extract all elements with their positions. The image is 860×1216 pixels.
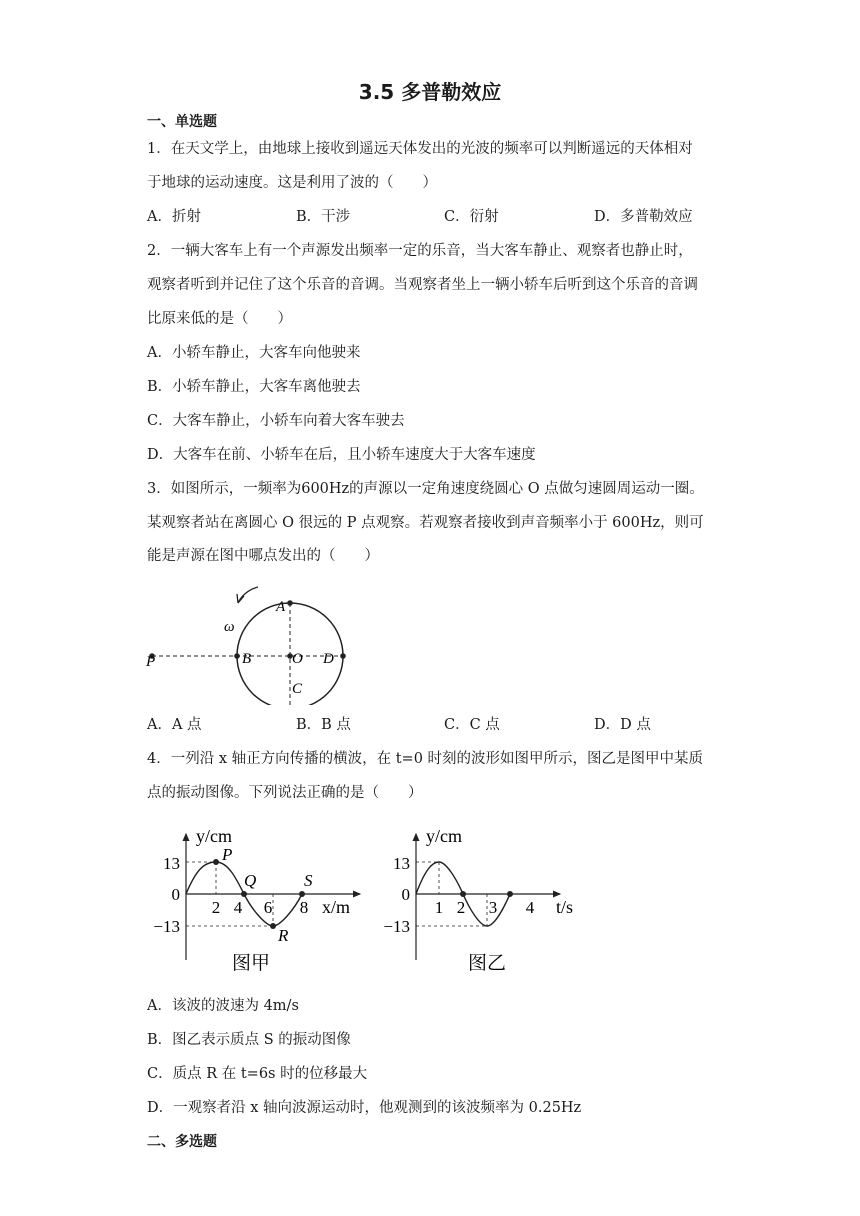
label-c: C bbox=[292, 681, 303, 697]
ttick-1: 1 bbox=[434, 898, 444, 917]
q2-option-d: D．大客车在前、小轿车在后，且小轿车速度大于大客车速度 bbox=[147, 447, 536, 463]
ytick-0: 0 bbox=[171, 885, 180, 904]
label-p: P bbox=[146, 654, 156, 670]
point-a-dot bbox=[287, 600, 293, 606]
label-q: Q bbox=[244, 871, 257, 890]
ytick-neg13: −13 bbox=[383, 917, 410, 936]
wave-graph-jia bbox=[140, 820, 370, 980]
xtick-2: 2 bbox=[211, 898, 221, 917]
circular-motion-diagram bbox=[140, 575, 370, 705]
q4-stem-line1: 4．一列沿 x 轴正方向传播的横波，在 t=0 时刻的波形如图甲所示，图乙是图甲中某质 bbox=[147, 751, 704, 767]
q1-option-c: C．衍射 bbox=[444, 209, 499, 225]
label-r: R bbox=[278, 926, 289, 945]
q4-stem-line2: 点的振动图像。下列说法正确的是（ ） bbox=[147, 785, 423, 801]
ttick-4: 4 bbox=[525, 898, 535, 917]
label-b: B bbox=[242, 651, 252, 667]
q3-stem-line3: 能是声源在图中哪点发出的（ ） bbox=[147, 548, 379, 564]
label-omega: ω bbox=[224, 619, 235, 635]
ytick-neg13: −13 bbox=[153, 917, 180, 936]
q3-option-a: A．A 点 bbox=[147, 717, 202, 733]
q1-stem-line1: 1．在天文学上，由地球上接收到遥远天体发出的光波的频率可以判断遥远的天体相对 bbox=[147, 141, 693, 157]
q2-stem-line2: 观察者听到并记住了这个乐音的音调。当观察者坐上一辆小轿车后听到这个乐音的音调 bbox=[147, 277, 698, 293]
document-title: 3.5 多普勒效应 bbox=[358, 80, 502, 104]
ytick-13: 13 bbox=[163, 854, 180, 873]
q3-stem-line1: 3．如图所示，一频率为600Hz的声源以一定角速度绕圆心 O 点做匀速圆周运动一圈。 bbox=[147, 481, 704, 497]
point-r-dot bbox=[270, 923, 276, 929]
q2-stem-line3: 比原来低的是（ ） bbox=[147, 311, 292, 327]
point-p-dot bbox=[213, 859, 219, 865]
x-axis-label: x/m bbox=[322, 897, 351, 917]
caption-jia: 图甲 bbox=[232, 953, 271, 974]
q3-option-d: D．D 点 bbox=[594, 717, 651, 733]
point-d-dot bbox=[340, 653, 346, 659]
q2-option-c: C．大客车静止，小轿车向着大客车驶去 bbox=[147, 413, 405, 429]
label-p: P bbox=[222, 845, 233, 864]
q1-option-a: A．折射 bbox=[147, 209, 201, 225]
ytick-13: 13 bbox=[393, 854, 410, 873]
point-q-dot bbox=[241, 891, 247, 897]
q1-option-d: D．多普勒效应 bbox=[594, 209, 693, 225]
xtick-4: 4 bbox=[233, 898, 243, 917]
caption-yi: 图乙 bbox=[468, 953, 507, 974]
q4-option-c: C．质点 R 在 t=6s 时的位移最大 bbox=[147, 1066, 368, 1082]
xtick-6: 6 bbox=[263, 898, 273, 917]
vibration-graph-yi bbox=[370, 820, 600, 980]
q1-stem-line2: 于地球的运动速度。这是利用了波的（ ） bbox=[147, 175, 437, 191]
label-o: O bbox=[292, 651, 303, 667]
rotation-arrow bbox=[238, 587, 258, 603]
section-heading-single-choice: 一、单选题 bbox=[147, 114, 217, 130]
section-heading-multiple-choice: 二、多选题 bbox=[147, 1134, 217, 1150]
point-b-dot bbox=[234, 653, 240, 659]
y-axis-label: y/cm bbox=[426, 826, 462, 846]
xtick-8: 8 bbox=[299, 898, 309, 917]
ytick-0: 0 bbox=[401, 885, 410, 904]
label-a: A bbox=[276, 599, 286, 615]
q4-option-b: B．图乙表示质点 S 的振动图像 bbox=[147, 1032, 351, 1048]
q4-option-d: D．一观察者沿 x 轴向波源运动时，他观测到的该波频率为 0.25Hz bbox=[147, 1100, 582, 1116]
q3-stem-line2: 某观察者站在离圆心 O 很远的 P 点观察。若观察者接收到声音频率小于 600Hz，则可 bbox=[147, 515, 704, 531]
q3-option-b: B．B 点 bbox=[296, 717, 351, 733]
label-s: S bbox=[304, 871, 313, 890]
q4-option-a: A．该波的波速为 4m/s bbox=[147, 998, 299, 1014]
ttick-3: 3 bbox=[488, 898, 498, 917]
q2-option-a: A．小轿车静止，大客车向他驶来 bbox=[147, 345, 361, 361]
q3-option-c: C．C 点 bbox=[444, 717, 500, 733]
ttick-2: 2 bbox=[456, 898, 466, 917]
t-axis-label: t/s bbox=[556, 897, 574, 917]
label-d: D bbox=[323, 651, 334, 667]
q2-option-b: B．小轿车静止，大客车离他驶去 bbox=[147, 379, 361, 395]
y-axis-label: y/cm bbox=[196, 826, 232, 846]
q1-option-b: B．干涉 bbox=[296, 209, 351, 225]
point-s-dot bbox=[299, 891, 305, 897]
q2-stem-line1: 2．一辆大客车上有一个声源发出频率一定的乐音，当大客车静止、观察者也静止时， bbox=[147, 243, 693, 259]
